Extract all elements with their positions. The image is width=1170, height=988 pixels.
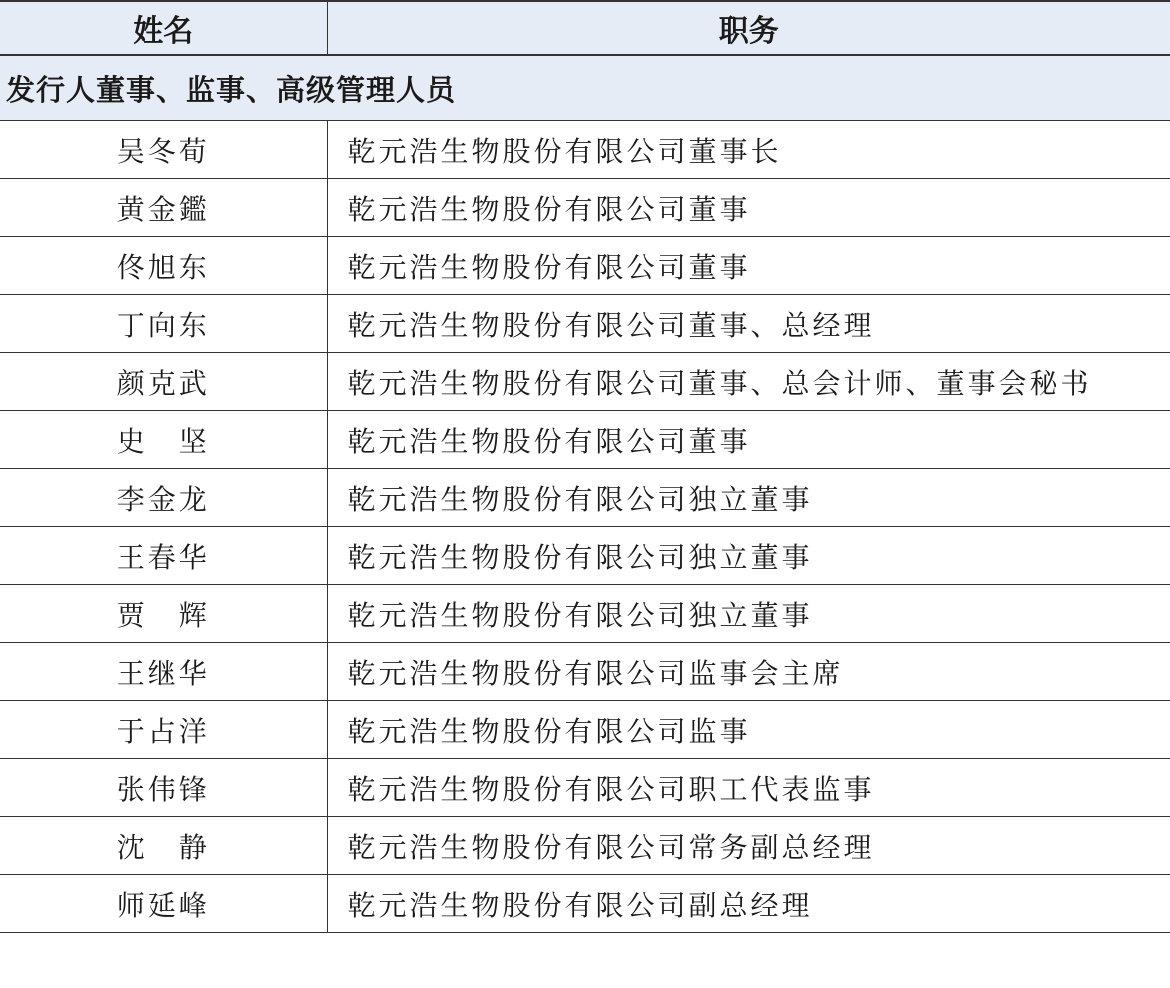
table-row (0, 875, 1170, 933)
person-role-cell: 乾元浩生物股份有限公司董事、总会计师、董事会秘书 (327, 353, 1170, 411)
person-role-cell: 乾元浩生物股份有限公司董事、总经理 (327, 295, 1170, 353)
person-name-cell: 丁向东 (0, 295, 327, 353)
person-role-cell: 乾元浩生物股份有限公司监事会主席 (327, 643, 1170, 701)
column-header-role: 职务 (327, 1, 1170, 55)
person-name-cell: 师延峰 (0, 875, 327, 933)
table-row (0, 411, 1170, 469)
header-row (0, 1, 1170, 55)
person-name-cell: 王春华 (0, 527, 327, 585)
person-name-cell: 李金龙 (0, 469, 327, 527)
person-role-cell: 乾元浩生物股份有限公司常务副总经理 (327, 817, 1170, 875)
person-role-cell: 乾元浩生物股份有限公司董事长 (327, 121, 1170, 179)
person-role-cell: 乾元浩生物股份有限公司独立董事 (327, 527, 1170, 585)
person-name-cell: 颜克武 (0, 353, 327, 411)
person-role-cell: 乾元浩生物股份有限公司独立董事 (327, 469, 1170, 527)
section-title: 发行人董事、监事、高级管理人员 (0, 55, 1170, 121)
table-row (0, 179, 1170, 237)
table-row (0, 237, 1170, 295)
person-name-cell: 王继华 (0, 643, 327, 701)
table-row (0, 527, 1170, 585)
section-row (0, 55, 1170, 121)
person-name-cell: 沈 静 (0, 817, 327, 875)
person-name-cell: 吴冬荀 (0, 121, 327, 179)
table-row (0, 643, 1170, 701)
table-row (0, 817, 1170, 875)
table-row (0, 701, 1170, 759)
person-role-cell: 乾元浩生物股份有限公司职工代表监事 (327, 759, 1170, 817)
table-row (0, 353, 1170, 411)
person-name-cell: 于占洋 (0, 701, 327, 759)
person-role-cell: 乾元浩生物股份有限公司副总经理 (327, 875, 1170, 933)
person-name-cell: 贾 辉 (0, 585, 327, 643)
person-role-cell: 乾元浩生物股份有限公司监事 (327, 701, 1170, 759)
table-header (0, 1, 1170, 55)
table-row (0, 121, 1170, 179)
table-row (0, 585, 1170, 643)
person-role-cell: 乾元浩生物股份有限公司董事 (327, 237, 1170, 295)
table-row (0, 295, 1170, 353)
person-role-cell: 乾元浩生物股份有限公司董事 (327, 179, 1170, 237)
person-name-cell: 张伟锋 (0, 759, 327, 817)
person-role-cell: 乾元浩生物股份有限公司董事 (327, 411, 1170, 469)
person-name-cell: 黄金鑑 (0, 179, 327, 237)
person-role-cell: 乾元浩生物股份有限公司独立董事 (327, 585, 1170, 643)
person-name-cell: 史 坚 (0, 411, 327, 469)
person-name-cell: 佟旭东 (0, 237, 327, 295)
table-row (0, 469, 1170, 527)
table-row (0, 759, 1170, 817)
column-header-name: 姓名 (0, 1, 327, 55)
table-body (0, 55, 1170, 933)
